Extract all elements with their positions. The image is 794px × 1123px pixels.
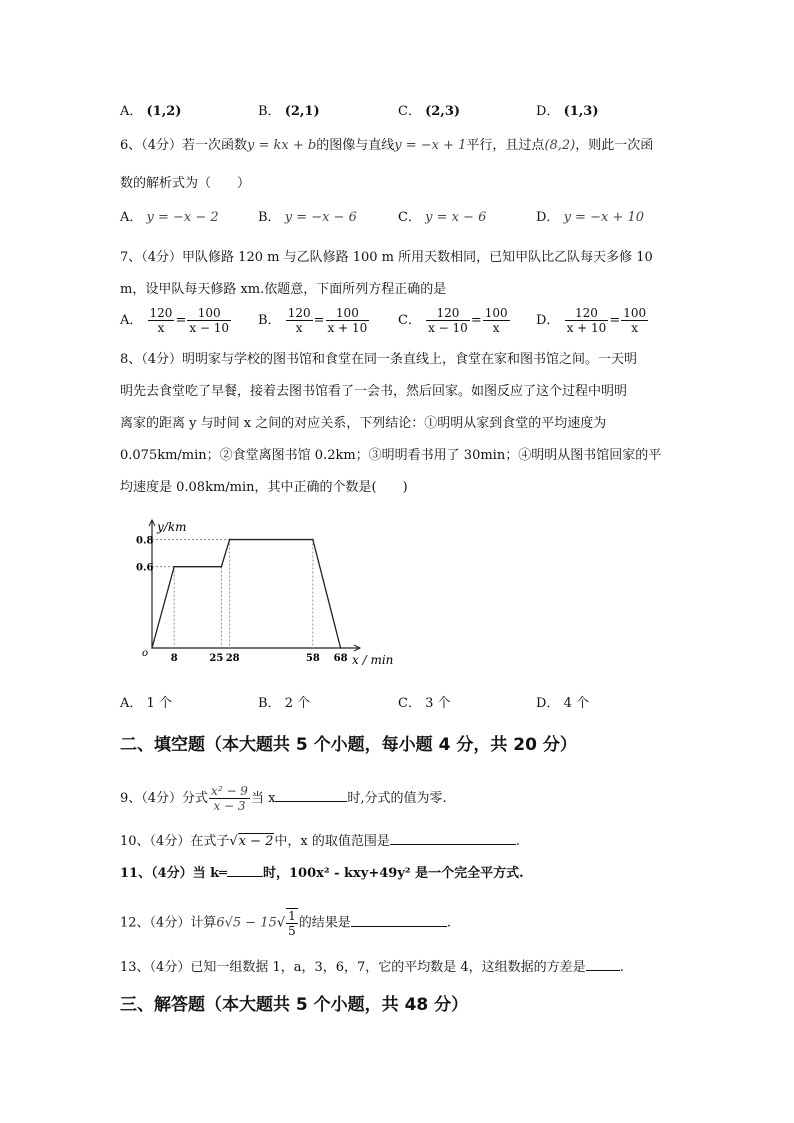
- option-text: (2,1): [284, 104, 320, 119]
- q6-point: (8,2): [544, 138, 576, 153]
- q6-option-b: [258, 210, 357, 226]
- fraction-numerator: 100: [623, 306, 647, 320]
- fraction-denominator: x: [295, 321, 303, 335]
- q9-text: 9、（4分）分式: [120, 791, 209, 806]
- q8-stem-line1: 8、（4分）明明家与学校的图书馆和食堂在同一条直线上，食堂在家和图书馆之间。一天明: [120, 352, 638, 367]
- fraction: [326, 306, 370, 335]
- fraction-numerator: 100: [187, 306, 231, 321]
- option-letter: A．: [120, 210, 143, 225]
- y-tick-label: 0.8: [136, 535, 154, 547]
- data-point: [312, 539, 314, 541]
- option-text: (2,3): [425, 104, 461, 119]
- option-text: 3 个: [425, 696, 451, 711]
- fraction: [426, 306, 470, 335]
- q5-option-a: [120, 104, 181, 120]
- q6-option-c: [398, 210, 486, 226]
- q8-stem-line2: 明先去食堂吃了早餐，接着去图书馆看了一会书，然后回家。如图反应了这个过程中明明: [120, 384, 628, 399]
- option-text: y = −x − 6: [284, 210, 357, 225]
- fraction-denominator: x: [157, 321, 165, 335]
- fraction: [148, 306, 175, 335]
- option-letter: D．: [536, 210, 560, 225]
- q8-stem-line4: 0.075km/min；②食堂离图书馆 0.2km；③明明看书用了 30min；④明明从图书馆回家的平: [120, 448, 662, 463]
- q9-text: 时,分式的值为零.: [347, 791, 447, 806]
- q6-expr-line: y = −x + 1: [394, 138, 467, 153]
- x-axis-label: x / min: [352, 653, 394, 667]
- fraction-numerator: 100: [326, 306, 370, 321]
- fraction: [565, 306, 609, 335]
- answer-blank[interactable]: [586, 958, 620, 971]
- option-letter: D．: [536, 696, 560, 711]
- q13: [120, 958, 624, 976]
- fraction-denominator: x + 10: [566, 321, 607, 335]
- fraction-numerator: 120: [149, 306, 173, 320]
- q7-option-d: [536, 306, 649, 335]
- q12-text: 12、（4分）计算: [120, 915, 217, 931]
- q8-option-a: [120, 696, 172, 712]
- data-point: [221, 566, 223, 568]
- option-letter: A．: [120, 696, 143, 711]
- fraction-numerator: 120: [565, 306, 609, 321]
- q10-text: 10、（4分）在式子: [120, 834, 230, 849]
- answer-blank[interactable]: [275, 789, 347, 802]
- fraction: [621, 306, 648, 335]
- q6-stem-line2: 数的解析式为（ ）: [120, 176, 251, 191]
- x-tick-label: 28: [225, 653, 240, 664]
- fraction-denominator: x: [492, 321, 500, 335]
- data-point: [229, 539, 231, 541]
- option-letter: C．: [398, 696, 421, 711]
- option-text: y = −x − 2: [146, 210, 219, 225]
- option-text: 4 个: [563, 696, 589, 711]
- sqrt-sign-icon: √: [276, 915, 286, 931]
- option-text: (1,3): [563, 104, 599, 119]
- data-point: [173, 566, 175, 568]
- q5-option-b: [258, 104, 320, 120]
- q5-option-d: [536, 104, 599, 120]
- fraction: [286, 306, 313, 335]
- fraction-numerator: 120: [287, 306, 311, 320]
- q8-stem-line3: 离家的距离 y 与时间 x 之间的对应关系，下列结论：①明明从家到食堂的平均速度为: [120, 416, 607, 431]
- option-letter: C．: [398, 313, 421, 328]
- q8-option-d: [536, 696, 589, 712]
- q11: [120, 864, 524, 882]
- fraction-denominator: x − 3: [213, 799, 246, 813]
- q7-stem-line2: m，设甲队每天修路 xm.依题意，下面所列方程正确的是: [120, 282, 447, 297]
- option-letter: A．: [120, 313, 143, 328]
- q10: [120, 832, 520, 850]
- option-text: 2 个: [284, 696, 311, 711]
- answer-blank[interactable]: [390, 832, 516, 845]
- fraction-numerator: 100: [484, 306, 508, 320]
- option-letter: C．: [398, 104, 421, 119]
- option-text: (1,2): [146, 104, 182, 119]
- option-letter: B．: [258, 696, 281, 711]
- q10-text: .: [515, 834, 520, 849]
- fraction-denominator: x + 10: [327, 321, 368, 335]
- fraction-denominator: 5: [288, 924, 296, 938]
- option-letter: A．: [120, 104, 143, 119]
- x-tick-label: 25: [209, 653, 224, 664]
- answer-blank[interactable]: [227, 864, 263, 877]
- q8-option-c: [398, 696, 451, 712]
- origin-label: o: [142, 648, 149, 659]
- option-letter: C．: [398, 210, 421, 225]
- option-text: 1 个: [146, 696, 172, 711]
- section-2-title: 二、填空题（本大题共 5 个小题，每小题 4 分，共 20 分）: [120, 735, 577, 755]
- q6-option-a: [120, 210, 219, 226]
- fraction: [483, 306, 510, 335]
- data-point: [340, 647, 342, 649]
- distance-series-line: [152, 540, 341, 648]
- fraction: [187, 306, 231, 335]
- answer-blank[interactable]: [351, 914, 447, 927]
- equals-sign: =: [175, 313, 187, 328]
- q11-text: 11、（4分）当 k═: [120, 866, 227, 881]
- y-axis-label: y/km: [157, 520, 187, 534]
- section-3-title: 三、解答题（本大题共 5 个小题，共 48 分）: [120, 995, 469, 1015]
- equals-sign: =: [470, 313, 482, 328]
- y-tick-label: 0.6: [136, 562, 154, 574]
- option-text: y = −x + 10: [563, 210, 645, 225]
- option-letter: B．: [258, 313, 281, 328]
- option-letter: D．: [536, 313, 560, 328]
- q6-expr-kxb: y = kx + b: [247, 138, 317, 153]
- fraction-numerator: 1: [288, 909, 296, 923]
- q8-stem-line5: 均速度是 0.08km/min，其中正确的个数是( ): [120, 480, 408, 495]
- q5-option-c: [398, 104, 460, 120]
- data-point: [151, 647, 153, 649]
- equals-sign: =: [609, 313, 621, 328]
- q7-option-a: [120, 306, 232, 335]
- q6-text: 的图像与直线: [316, 138, 395, 153]
- q12: [120, 908, 451, 938]
- option-letter: B．: [258, 104, 281, 119]
- option-text: y = x − 6: [425, 210, 487, 225]
- q10-radicand: x − 2: [238, 834, 274, 849]
- equals-sign: =: [313, 313, 325, 328]
- q13-text: .: [619, 960, 624, 975]
- q6-option-d: [536, 210, 644, 226]
- q7-option-b: [258, 306, 370, 335]
- sqrt-sign-icon: √: [229, 834, 238, 849]
- q13-text: 13、（4分）已知一组数据 1，a，3，6，7，它的平均数是 4，这组数据的方差是: [120, 960, 586, 975]
- q6-text: 6、（4分）若一次函数: [120, 138, 248, 153]
- q12-text: 的结果是: [298, 915, 351, 931]
- x-tick-label: 8: [170, 653, 178, 664]
- fraction-numerator: x² − 9: [211, 784, 248, 798]
- fraction-denominator: x: [631, 321, 639, 335]
- q6-text: ，则此一次函: [575, 138, 654, 153]
- q9-text: 当 x: [250, 791, 276, 806]
- fraction-denominator: x − 10: [189, 321, 230, 335]
- q9-fraction: [209, 784, 250, 813]
- q7-stem-line1: 7、（4分）甲队修路 120 m 与乙队修路 100 m 所用天数相同，已知甲队比乙队每天多修 10: [120, 250, 653, 265]
- q12-text: .: [446, 915, 451, 931]
- q6-text: 平行，且过点: [466, 138, 545, 153]
- x-tick-label: 58: [305, 653, 320, 664]
- q7-option-c: [398, 306, 511, 335]
- option-letter: D．: [536, 104, 560, 119]
- fraction-denominator: x − 10: [428, 321, 468, 335]
- q10-text: 中，x 的取值范围是: [274, 834, 390, 849]
- q11-text: 时，100x² - kxy+49y² 是一个完全平方式.: [263, 866, 524, 881]
- x-tick-label: 68: [333, 653, 348, 664]
- q12-fraction: [286, 908, 298, 938]
- q12-expr: 6√5 − 15: [216, 915, 277, 931]
- q6-stem: [120, 138, 653, 154]
- distance-time-chart: [130, 512, 400, 672]
- fraction-numerator: 120: [426, 306, 470, 321]
- option-letter: B．: [258, 210, 281, 225]
- q9: [120, 784, 447, 813]
- q8-option-b: [258, 696, 310, 712]
